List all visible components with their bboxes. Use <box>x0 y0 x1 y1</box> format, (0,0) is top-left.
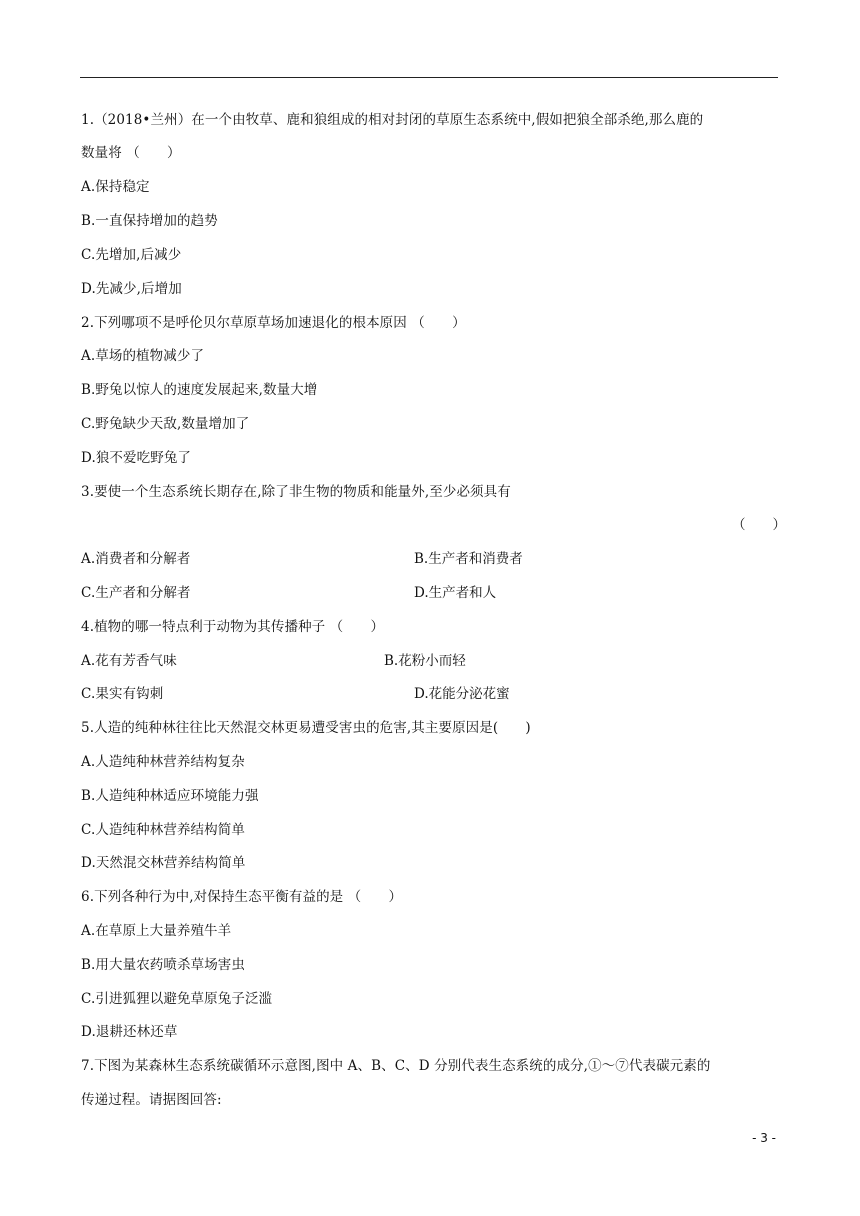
q4-stem: 4.植物的哪一特点利于动物为其传播种子 （ ） <box>81 619 385 635</box>
q3-option-b: B.生产者和消费者 <box>414 551 523 567</box>
q3-answer-bracket: （ ） <box>732 517 786 533</box>
q7-stem-line2: 传递过程。请据图回答: <box>81 1092 222 1108</box>
page-number: - 3 - <box>752 1131 776 1145</box>
q6-option-d: D.退耕还林还草 <box>81 1024 178 1040</box>
q4-option-d: D.花能分泌花蜜 <box>414 686 510 702</box>
q4-option-a: A.花有芳香气味 <box>81 653 177 669</box>
q5-option-b: B.人造纯种林适应环境能力强 <box>81 788 259 804</box>
q1-option-a: A.保持稳定 <box>81 179 150 195</box>
q6-option-b: B.用大量农药喷杀草场害虫 <box>81 957 246 973</box>
q2-option-a: A.草场的植物减少了 <box>81 348 205 364</box>
q5-stem: 5.人造的纯种林往往比天然混交林更易遭受害虫的危害,其主要原因是( ) <box>81 720 531 736</box>
q3-option-c: C.生产者和分解者 <box>81 585 191 601</box>
q3-option-d: D.生产者和人 <box>414 585 497 601</box>
q1-stem-line2: 数量将 （ ） <box>81 145 181 161</box>
q6-stem: 6.下列各种行为中,对保持生态平衡有益的是 （ ） <box>81 889 403 905</box>
q6-option-a: A.在草原上大量养殖牛羊 <box>81 923 232 939</box>
q7-stem-line1: 7.下图为某森林生态系统碳循环示意图,图中 A、B、C、D 分别代表生态系统的成分,①～⑦代表碳元素的 <box>81 1058 711 1074</box>
q2-option-d: D.狼不爱吃野兔了 <box>81 450 192 466</box>
q5-option-d: D.天然混交林营养结构简单 <box>81 855 246 871</box>
q1-option-b: B.一直保持增加的趋势 <box>81 213 218 229</box>
q2-option-c: C.野兔缺少天敌,数量增加了 <box>81 416 250 432</box>
q3-option-a: A.消费者和分解者 <box>81 551 191 567</box>
q5-option-c: C.人造纯种林营养结构简单 <box>81 822 245 838</box>
q4-option-c: C.果实有钩刺 <box>81 686 164 702</box>
q6-option-c: C.引进狐狸以避免草原兔子泛滥 <box>81 991 273 1007</box>
q1-stem-line1: 1.（2018•兰州）在一个由牧草、鹿和狼组成的相对封闭的草原生态系统中,假如把狼全部杀绝,那么鹿的 <box>81 112 704 128</box>
q2-option-b: B.野兔以惊人的速度发展起来,数量大增 <box>81 382 318 398</box>
q5-option-a: A.人造纯种林营养结构复杂 <box>81 754 245 770</box>
q1-option-c: C.先增加,后减少 <box>81 247 182 263</box>
q4-option-b: B.花粉小而轻 <box>384 653 466 669</box>
q3-stem: 3.要使一个生态系统长期存在,除了非生物的物质和能量外,至少必须具有 <box>81 484 511 500</box>
q1-option-d: D.先减少,后增加 <box>81 281 182 297</box>
q2-stem: 2.下列哪项不是呼伦贝尔草原草场加速退化的根本原因 （ ） <box>81 315 466 331</box>
header-rule <box>80 77 778 78</box>
